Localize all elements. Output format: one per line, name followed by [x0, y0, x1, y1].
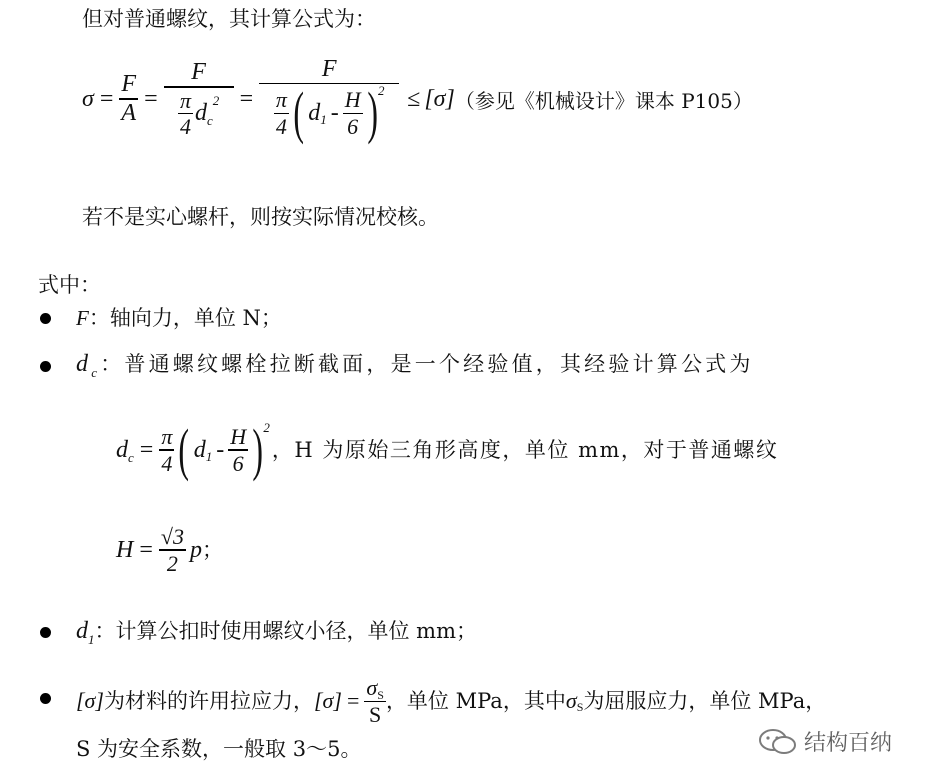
pi-over-four: $\frac{\pi}{4}$	[179, 87, 191, 140]
numerator-f: F	[121, 70, 137, 97]
denominator-a: A	[121, 99, 137, 126]
item-f-symbol: F	[76, 306, 89, 330]
intro-text: 但对普通螺纹，其计算公式为：	[82, 7, 376, 31]
dc-square: 2	[212, 93, 220, 109]
item-sigma-symbol: [σ]	[76, 688, 104, 713]
left-paren: (	[293, 80, 304, 146]
main-formula	[82, 44, 753, 154]
item-d1	[76, 618, 477, 647]
fraction-f-over-area	[164, 59, 234, 140]
item-sigma: [σ] 为材料的许用拉应力， [σ] = $\frac{\sigma S}{S}$ ，单位 MPa，其中 σ S 为屈服应力，单位 MPa，	[76, 674, 827, 728]
numerator-f-3: F	[321, 55, 337, 82]
dc-symbol: d	[194, 99, 207, 126]
fraction-f-over-thread	[259, 55, 399, 146]
formula-reference: （参见《机械设计》课本 P105）	[454, 88, 753, 113]
bullet-sigma	[40, 693, 51, 704]
sigma-s-over-s: $\frac{\sigma S}{S}$	[366, 674, 384, 728]
dc-formula-tail: ，H 为原始三角形高度，单位 mm，对于普通螺纹	[271, 438, 779, 462]
where-label: 式中：	[38, 273, 101, 297]
item-dc-symbol: d	[76, 351, 92, 377]
fraction-f-over-a	[119, 71, 138, 128]
h-formula: H = $\frac{√3}{2}$ p ；	[116, 524, 223, 576]
bullet-f	[40, 313, 51, 324]
item-d1-symbol: d	[76, 618, 88, 644]
formula-eq-3: =	[239, 85, 254, 112]
dc-subscript: c	[206, 113, 213, 129]
item-dc-text: ：普通螺纹螺栓拉断截面，是一个经验值，其经验计算公式为	[100, 352, 754, 376]
denominator-pi-dc2	[176, 88, 221, 140]
note-text: 若不是实心螺杆，则按实际情况校核。	[82, 205, 439, 229]
wechat-icon	[758, 727, 798, 757]
item-sigma-line2: S 为安全系数，一般取 3～5。	[76, 737, 362, 761]
formula-leq: ≤	[407, 85, 421, 112]
formula-eq-1: =	[99, 85, 114, 112]
right-paren: )	[366, 80, 378, 146]
bullet-dc	[40, 361, 51, 372]
dc-formula: d c = $\frac{\pi}{4}$ ( d 1 - $\frac{H}{6}$ ) 2 ，H 为原始三角形高度，单位 mm，对于普通螺纹	[116, 417, 779, 482]
item-f-text: ：轴向力，单位 N；	[88, 306, 282, 330]
watermark-text: 结构百纳	[804, 731, 893, 756]
formula-allowable-stress: [σ]	[424, 85, 455, 112]
item-dc-subscript: c	[91, 365, 101, 380]
numerator-f-2: F	[191, 58, 206, 85]
formula-sigma: σ	[82, 85, 94, 112]
formula-eq-2: =	[144, 85, 158, 112]
watermark	[758, 726, 892, 757]
bullet-d1	[40, 627, 51, 638]
item-f	[76, 305, 282, 331]
denominator-thread-area: $\frac{\pi}{4}$ ( d 1 - $\frac{H}{6}$ ) 2	[275, 80, 385, 146]
item-d1-subscript: 1	[88, 632, 95, 647]
item-dc	[76, 351, 754, 380]
item-d1-text: ：计算公扣时使用螺纹小径，单位 mm；	[94, 619, 477, 643]
item-sigma-text2: ，单位 MPa，其中	[385, 689, 566, 713]
sqrt-three: √3	[160, 524, 184, 549]
item-sigma-text1: 为材料的许用拉应力，	[103, 689, 314, 713]
item-sigma-text3: 为屈服应力，单位 MPa，	[583, 689, 827, 713]
